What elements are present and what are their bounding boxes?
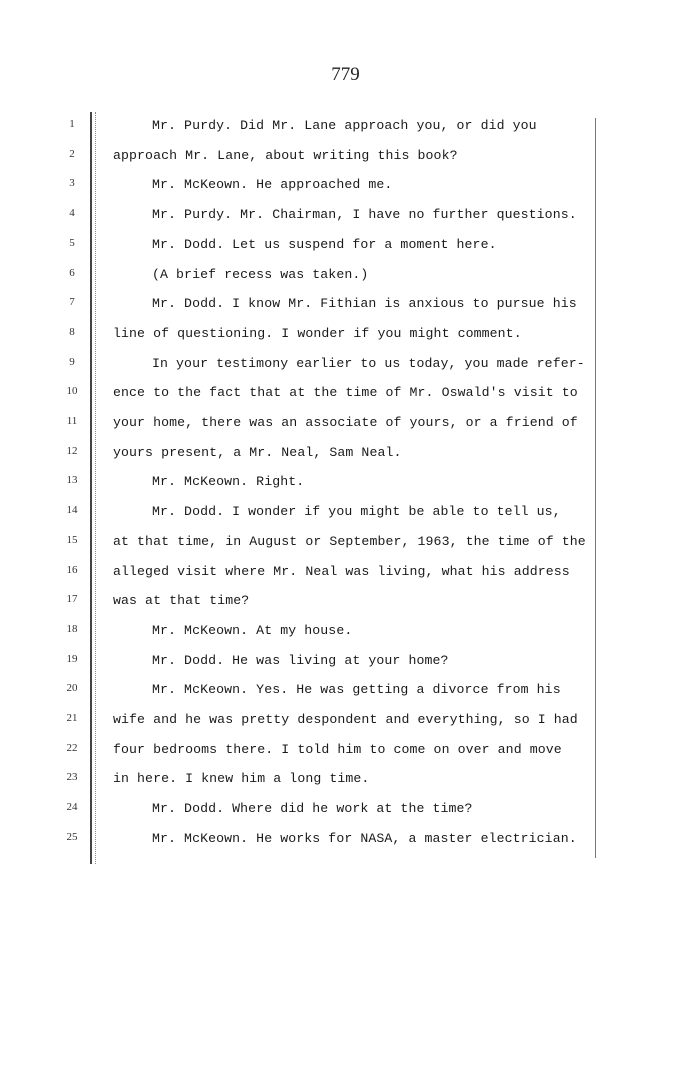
transcript-line: (A brief recess was taken.) [152,266,369,282]
transcript-line: Mr. McKeown. Yes. He was getting a divorce from his [152,682,561,698]
left-margin-rule-secondary [95,112,96,864]
transcript-line: alleged visit where Mr. Neal was living, what his address [113,563,570,579]
line-number: 6 [69,266,75,279]
transcript-line: Mr. McKeown. Right. [152,474,305,490]
transcript-line: Mr. McKeown. He approached me. [152,177,393,193]
transcript-line: approach Mr. Lane, about writing this book? [113,147,458,163]
transcript-line: at that time, in August or September, 1963, the time of the [113,533,586,549]
transcript-line: wife and he was pretty despondent and everything, so I had [113,712,578,727]
transcript-line: Mr. Dodd. I wonder if you might be able to tell us, [152,504,561,520]
line-number: 23 [66,771,78,784]
line-number: 8 [69,325,75,338]
line-number: 9 [69,355,75,368]
transcript-line: your home, there was an associate of yours, or a friend of [113,415,578,430]
transcript-line: Mr. Dodd. I know Mr. Fithian is anxious to pursue his [152,296,577,312]
transcript-line: ence to the fact that at the time of Mr. Oswald's visit to [113,385,578,401]
left-margin-rule [90,112,92,864]
line-number: 24 [66,801,78,814]
line-number: 20 [66,682,78,695]
page-number: 779 [331,64,360,85]
transcript-line: four bedrooms there. I told him to come on over and move [113,741,562,757]
transcript-line: Mr. Dodd. Let us suspend for a moment here. [152,236,497,252]
transcript-line: In your testimony earlier to us today, you made refer- [152,355,585,371]
line-number: 18 [66,622,78,635]
line-number: 11 [66,415,78,427]
line-number: 19 [66,652,78,665]
line-number: 21 [66,712,78,724]
line-number: 13 [66,474,78,487]
line-number: 14 [66,504,78,517]
transcript-line: Mr. McKeown. At my house. [152,622,353,638]
transcript-line: Mr. Purdy. Did Mr. Lane approach you, or did you [152,118,537,133]
line-number: 12 [66,444,78,457]
line-number: 25 [66,830,78,843]
transcript-line: yours present, a Mr. Neal, Sam Neal. [113,444,402,460]
line-number: 5 [69,236,75,249]
right-margin-rule [595,118,596,858]
line-number: 10 [66,385,78,398]
line-number: 1 [69,118,75,130]
line-number: 17 [66,593,78,606]
line-number: 4 [69,207,75,220]
transcript-line: line of questioning. I wonder if you might comment. [113,325,522,341]
transcript-line: Mr. McKeown. He works for NASA, a master electrician. [152,830,577,846]
line-number: 15 [66,533,78,546]
line-number: 2 [69,147,75,160]
transcript-line: Mr. Dodd. He was living at your home? [152,652,449,668]
transcript-line: was at that time? [113,593,250,609]
line-number: 3 [69,177,75,190]
transcript-line: Mr. Purdy. Mr. Chairman, I have no further questions. [152,207,577,223]
transcript-line: Mr. Dodd. Where did he work at the time? [152,801,473,817]
transcript-line: in here. I knew him a long time. [113,771,370,787]
line-number: 16 [66,563,78,576]
line-number: 7 [69,296,75,309]
line-number: 22 [66,741,78,754]
